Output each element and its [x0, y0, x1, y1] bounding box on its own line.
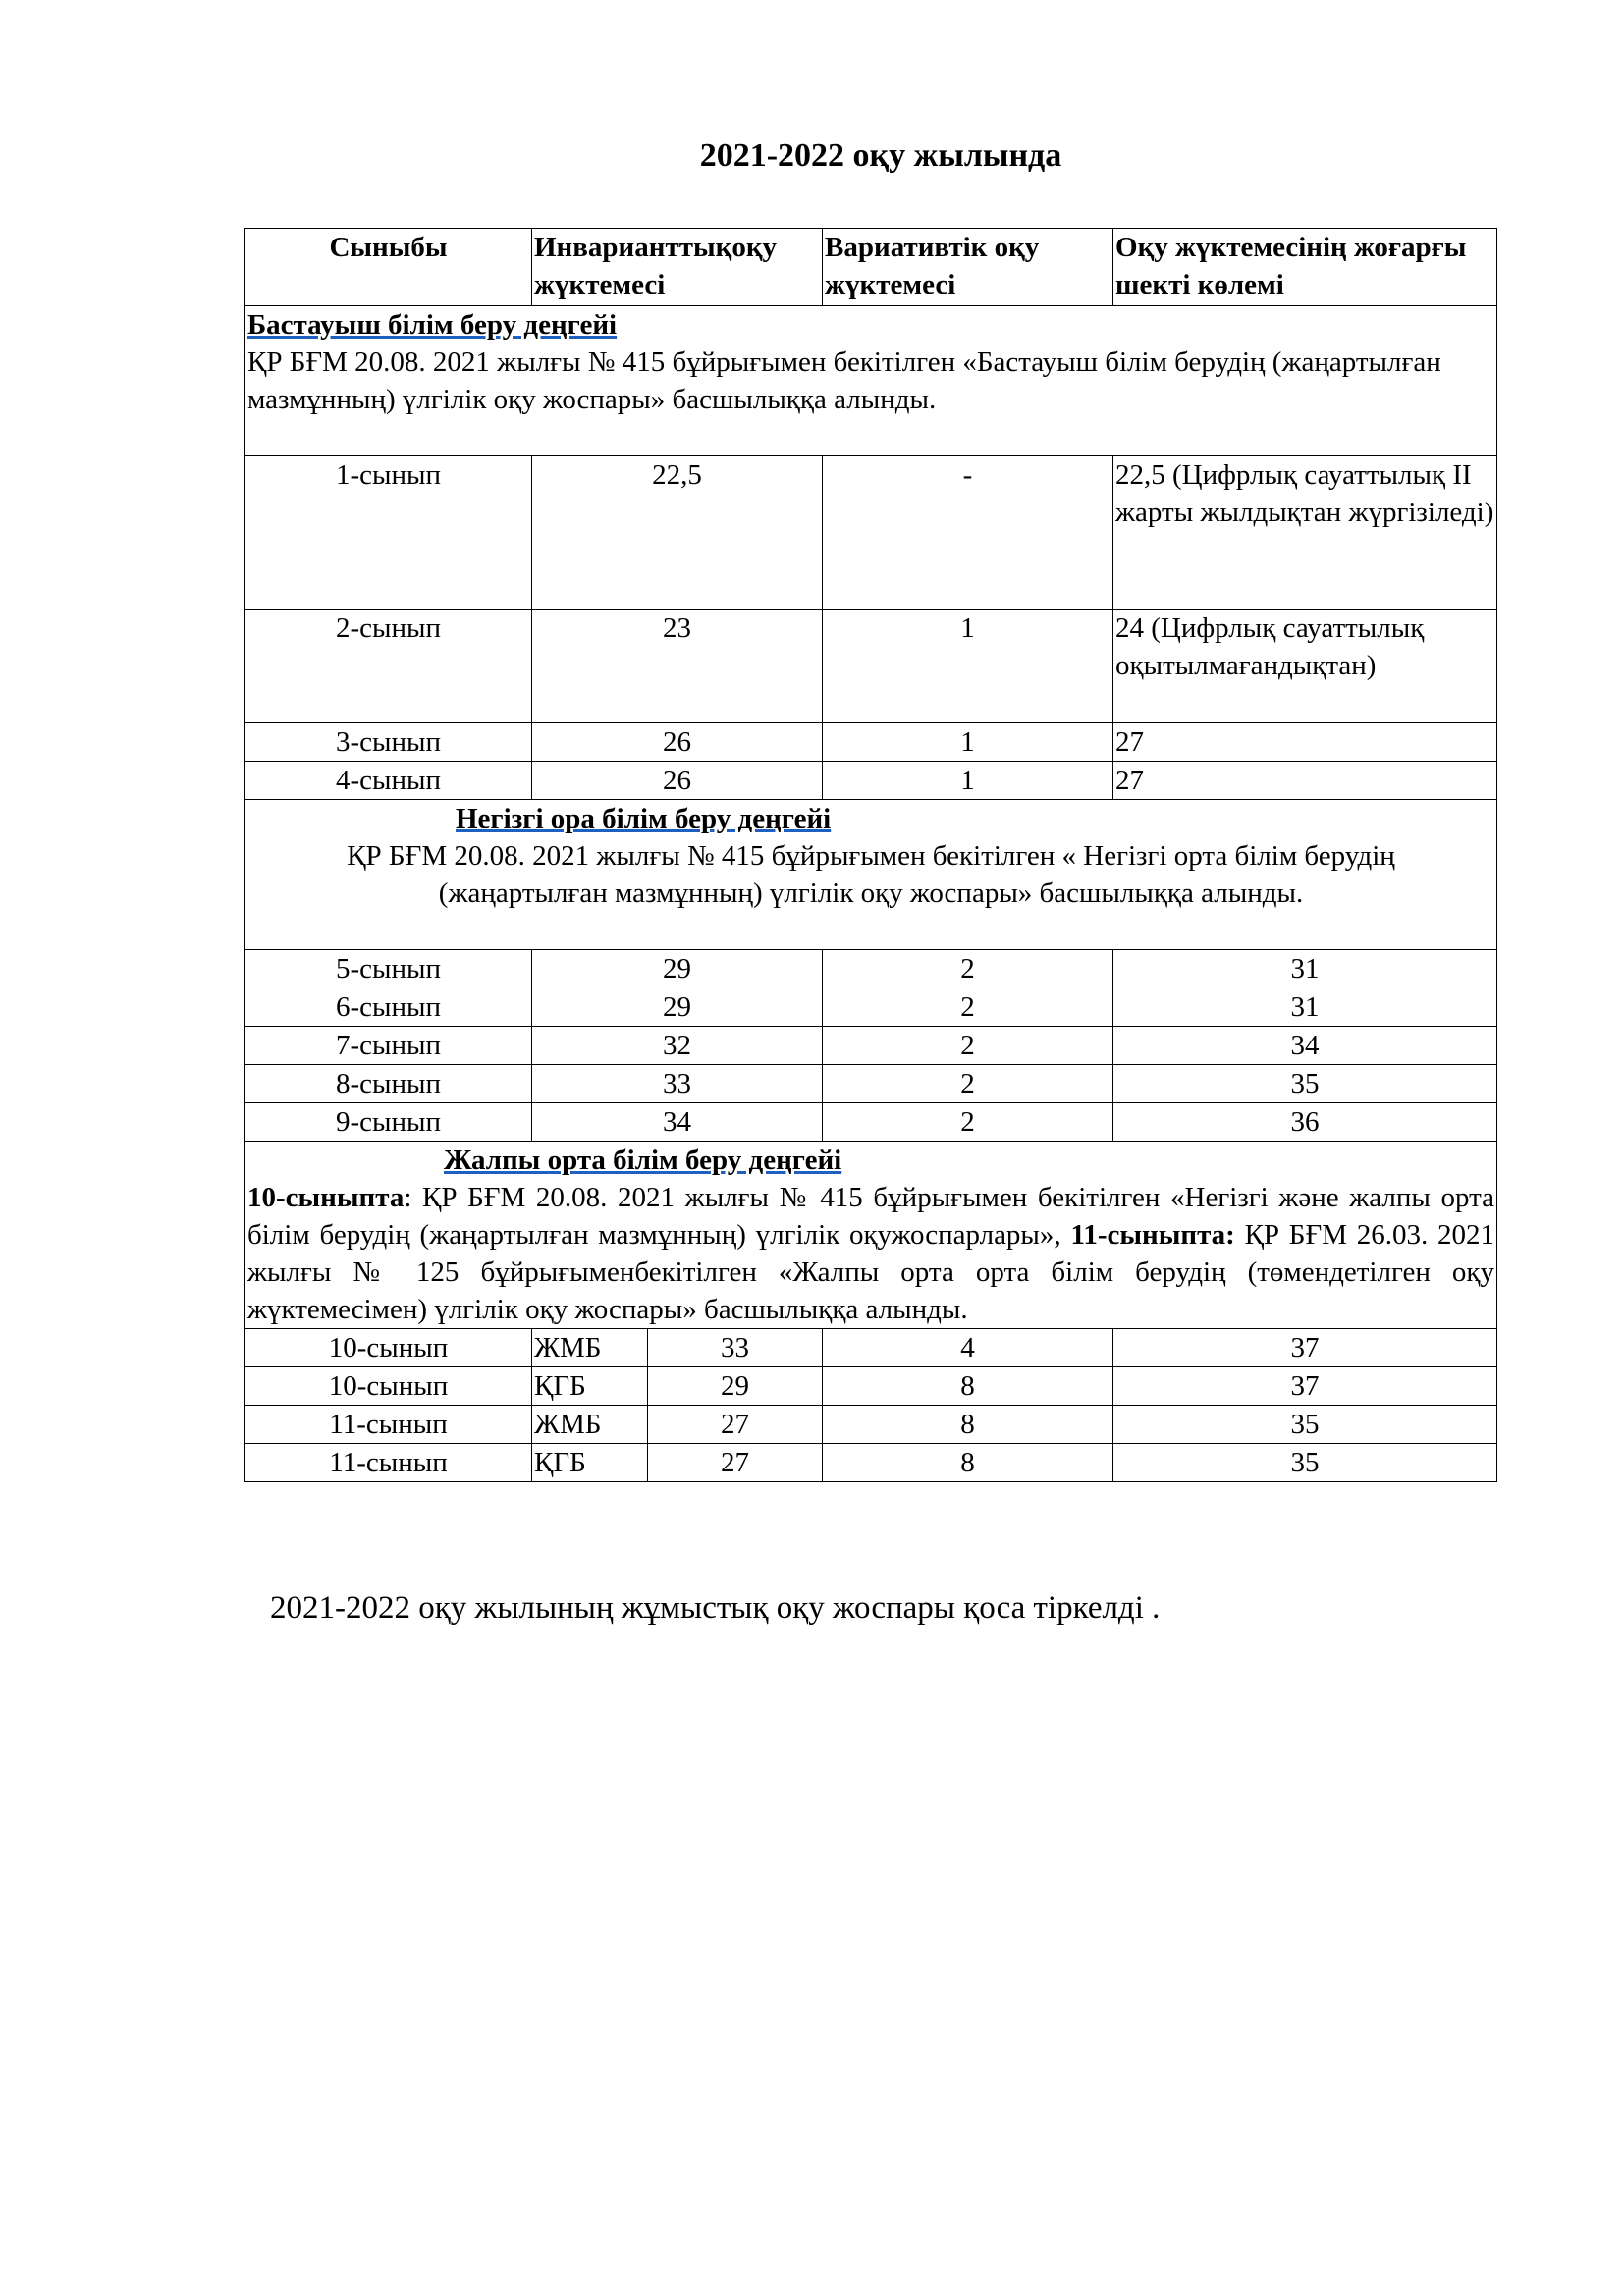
max-load-cell: 37	[1113, 1367, 1497, 1406]
variative-cell: 1	[823, 723, 1113, 762]
grade11-label: 11-сыныпта:	[1070, 1219, 1235, 1251]
grade-cell: 5-сынып	[245, 950, 532, 988]
variative-cell: 2	[823, 950, 1113, 988]
grade-cell: 8-сынып	[245, 1065, 532, 1103]
max-load-cell: 34	[1113, 1027, 1497, 1065]
grade10-text: : ҚР БҒМ 20.08. 2021 жылғы № 415 бұйрығымен бекітілген «Негізгі және жалпы орта білім берудің (жаңартылған мазмұнның) үлгілік оқужоспарлары»,	[247, 1182, 1495, 1251]
table-row	[245, 950, 1497, 988]
max-load-cell: 35	[1113, 1065, 1497, 1103]
table-row	[245, 1027, 1497, 1065]
max-load-cell: 35	[1113, 1406, 1497, 1444]
invariant-cell: 29	[532, 950, 823, 988]
table-row	[245, 1329, 1497, 1367]
invariant-cell: 22,5	[532, 456, 823, 610]
table-header-row	[245, 229, 1497, 306]
variative-cell: 1	[823, 762, 1113, 800]
variative-cell: 2	[823, 1103, 1113, 1142]
page-title: 2021-2022 оқу жылында	[699, 137, 1062, 174]
grade-cell: 2-сынып	[245, 610, 532, 723]
grade-cell: 10-сынып	[245, 1367, 532, 1406]
variative-cell: 8	[823, 1444, 1113, 1482]
invariant-cell: 29	[648, 1367, 823, 1406]
table-row	[245, 762, 1497, 800]
max-load-cell: 36	[1113, 1103, 1497, 1142]
grade10-label: 10-сыныпта	[247, 1182, 405, 1213]
grade-cell: 1-сынып	[245, 456, 532, 610]
table-row	[245, 1103, 1497, 1142]
invariant-cell: 27	[648, 1406, 823, 1444]
variative-cell: 2	[823, 1065, 1113, 1103]
invariant-cell: 29	[532, 988, 823, 1027]
max-load-cell: 27	[1113, 723, 1497, 762]
header-invariant: Инварианттықоқу жүктемесі	[532, 229, 823, 306]
max-load-cell: 35	[1113, 1444, 1497, 1482]
invariant-cell: 27	[648, 1444, 823, 1482]
grade-cell: 11-сынып	[245, 1406, 532, 1444]
table-row	[245, 723, 1497, 762]
invariant-cell: 32	[532, 1027, 823, 1065]
grade11-text: ҚР БҒМ 26.03. 2021 жылғы № 125 бұйрығыменбекітілген «Жалпы орта орта білім берудің (төмендетілген оқу жүктемесімен) үлгілік оқу жоспары» басшылыққа алынды.	[247, 1219, 1495, 1325]
section-primary	[245, 306, 1497, 456]
variative-cell: 2	[823, 988, 1113, 1027]
invariant-cell: 33	[648, 1329, 823, 1367]
variative-cell: 2	[823, 1027, 1113, 1065]
invariant-cell: 26	[532, 723, 823, 762]
invariant-cell: 23	[532, 610, 823, 723]
max-load-cell: 22,5 (Цифрлық сауаттылық ІІ жарты жылдықтан жүргізіледі)	[1113, 456, 1497, 610]
variative-cell: 8	[823, 1367, 1113, 1406]
invariant-cell: 26	[532, 762, 823, 800]
section-basic-secondary-title: Негізгі ора білім беру деңгейі	[456, 803, 832, 834]
section-general-secondary	[245, 1142, 1497, 1329]
max-load-cell: 37	[1113, 1329, 1497, 1367]
grade-cell: 9-сынып	[245, 1103, 532, 1142]
section-primary-text: ҚР БҒМ 20.08. 2021 жылғы № 415 бұйрығымен бекітілген «Бастауыш білім берудің (жаңартылған мазмұнның) үлгілік оқу жоспары» басшылыққа алынды.	[247, 347, 1441, 415]
footer-note: 2021-2022 оқу жылының жұмыстық оқу жоспары қоса тіркелді .	[270, 1590, 1161, 1626]
variative-cell: 1	[823, 610, 1113, 723]
table-row	[245, 1444, 1497, 1482]
section-basic-secondary-text: ҚР БҒМ 20.08. 2021 жылғы № 415 бұйрығымен бекітілген « Негізгі орта білім берудің (жаңартылған мазмұнның) үлгілік оқу жоспары» басшылыққа алынды.	[347, 840, 1395, 909]
header-variative: Вариативтік оқу жүктемесі	[823, 229, 1113, 306]
direction-cell: ҚГБ	[532, 1367, 648, 1406]
header-max-load: Оқу жүктемесінің жоғарғы шекті көлемі	[1113, 229, 1497, 306]
table-row	[245, 456, 1497, 610]
max-load-cell: 24 (Цифрлық сауаттылық оқытылмағандықтан)	[1113, 610, 1497, 723]
table-row	[245, 1367, 1497, 1406]
invariant-cell: 34	[532, 1103, 823, 1142]
table-row	[245, 988, 1497, 1027]
max-load-cell: 31	[1113, 988, 1497, 1027]
max-load-cell: 27	[1113, 762, 1497, 800]
section-primary-title: Бастауыш білім беру деңгейі	[247, 309, 618, 341]
section-basic-secondary	[245, 800, 1497, 950]
grade-cell: 7-сынып	[245, 1027, 532, 1065]
variative-cell: 4	[823, 1329, 1113, 1367]
max-load-cell: 31	[1113, 950, 1497, 988]
table-row	[245, 1406, 1497, 1444]
variative-cell: 8	[823, 1406, 1113, 1444]
grade-cell: 3-сынып	[245, 723, 532, 762]
grade-cell: 4-сынып	[245, 762, 532, 800]
header-grade: Сыныбы	[245, 229, 532, 306]
direction-cell: ЖМБ	[532, 1406, 648, 1444]
curriculum-table	[244, 228, 1497, 1482]
grade-cell: 10-сынып	[245, 1329, 532, 1367]
direction-cell: ЖМБ	[532, 1329, 648, 1367]
grade-cell: 11-сынып	[245, 1444, 532, 1482]
section-general-secondary-title: Жалпы орта білім беру деңгейі	[444, 1145, 842, 1176]
invariant-cell: 33	[532, 1065, 823, 1103]
table-row	[245, 1065, 1497, 1103]
grade-cell: 6-сынып	[245, 988, 532, 1027]
direction-cell: ҚГБ	[532, 1444, 648, 1482]
section-general-secondary-text	[247, 1179, 1494, 1328]
variative-cell: -	[823, 456, 1113, 610]
table-row	[245, 610, 1497, 723]
